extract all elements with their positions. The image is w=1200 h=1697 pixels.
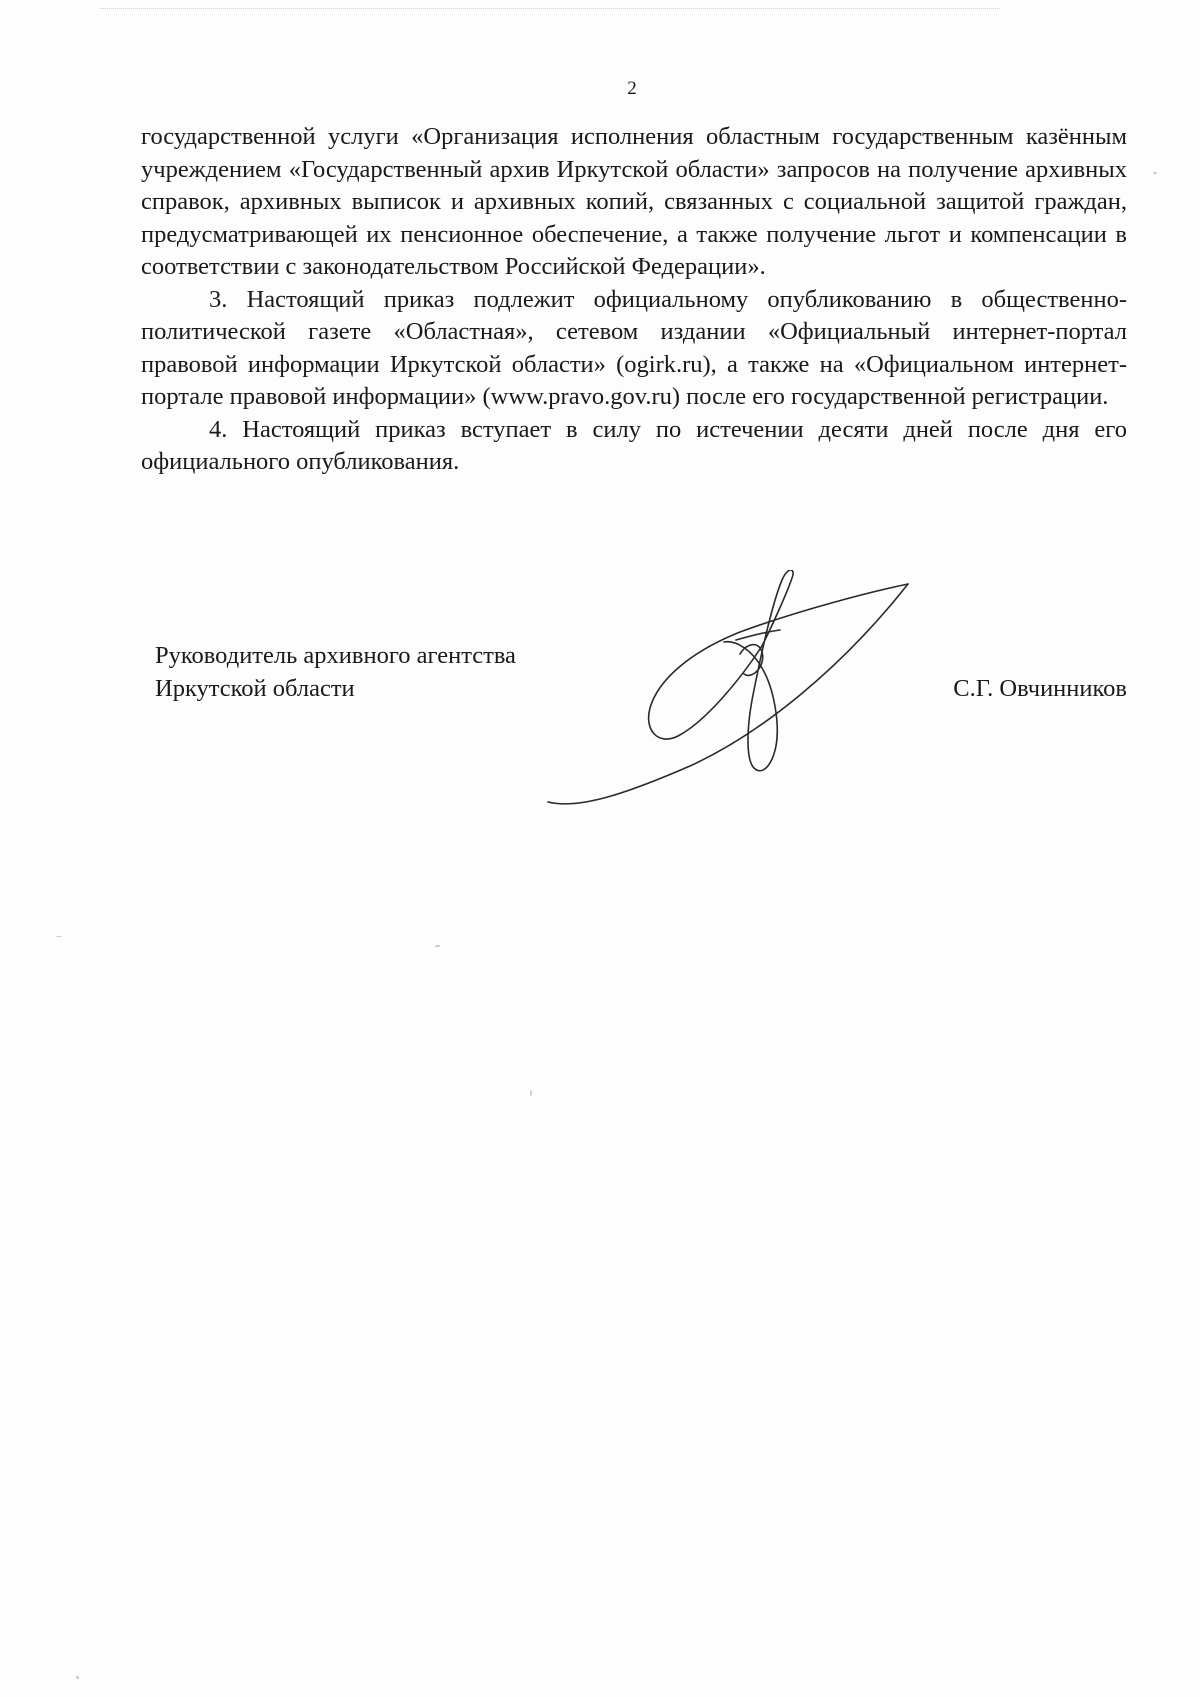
scan-speck <box>1153 172 1157 174</box>
scan-speck <box>435 945 440 947</box>
document-body <box>141 121 1127 479</box>
signer-position-line-1: Руководитель архивного агентства <box>155 642 516 669</box>
scan-speck <box>530 1090 532 1096</box>
signer-name: С.Г. Овчинников <box>953 675 1127 702</box>
scan-artifact-top-border <box>100 8 1000 11</box>
scan-speck <box>76 1676 79 1679</box>
signer-position-line-2: Иркутской области <box>155 675 355 702</box>
paragraph-item-4: 4. Настоящий приказ вступает в силу по истечении десяти дней после дня его официального опубликования. <box>141 415 1127 475</box>
paragraph-item-3: 3. Настоящий приказ подлежит официальному опубликованию в общественно-политической газете «Областная», сетевом издании «Официальный интернет-портал правовой информации Иркутской области» (ogirk.ru), а также на «Официальном интернет-портале правовой информации» (www.pravo.gov.ru) после его государственной регистрации. <box>141 285 1127 410</box>
handwritten-signature <box>540 570 930 820</box>
page-number: 2 <box>627 78 637 99</box>
paragraph-continuation: государственной услуги «Организация исполнения областным государственным казённым учреждением «Государственный архив Иркутской области» запросов на получение архивных справок, архивных выписок и архивных копий, связанных с социальной защитой граждан, предусматривающей их пенсионное обеспечение, а также получение льгот и компенсации в соответствии с законодательством Российской Федерации». <box>141 123 1127 280</box>
signer-position <box>155 639 516 705</box>
scan-speck <box>56 936 62 937</box>
signature-strokes <box>548 570 908 804</box>
